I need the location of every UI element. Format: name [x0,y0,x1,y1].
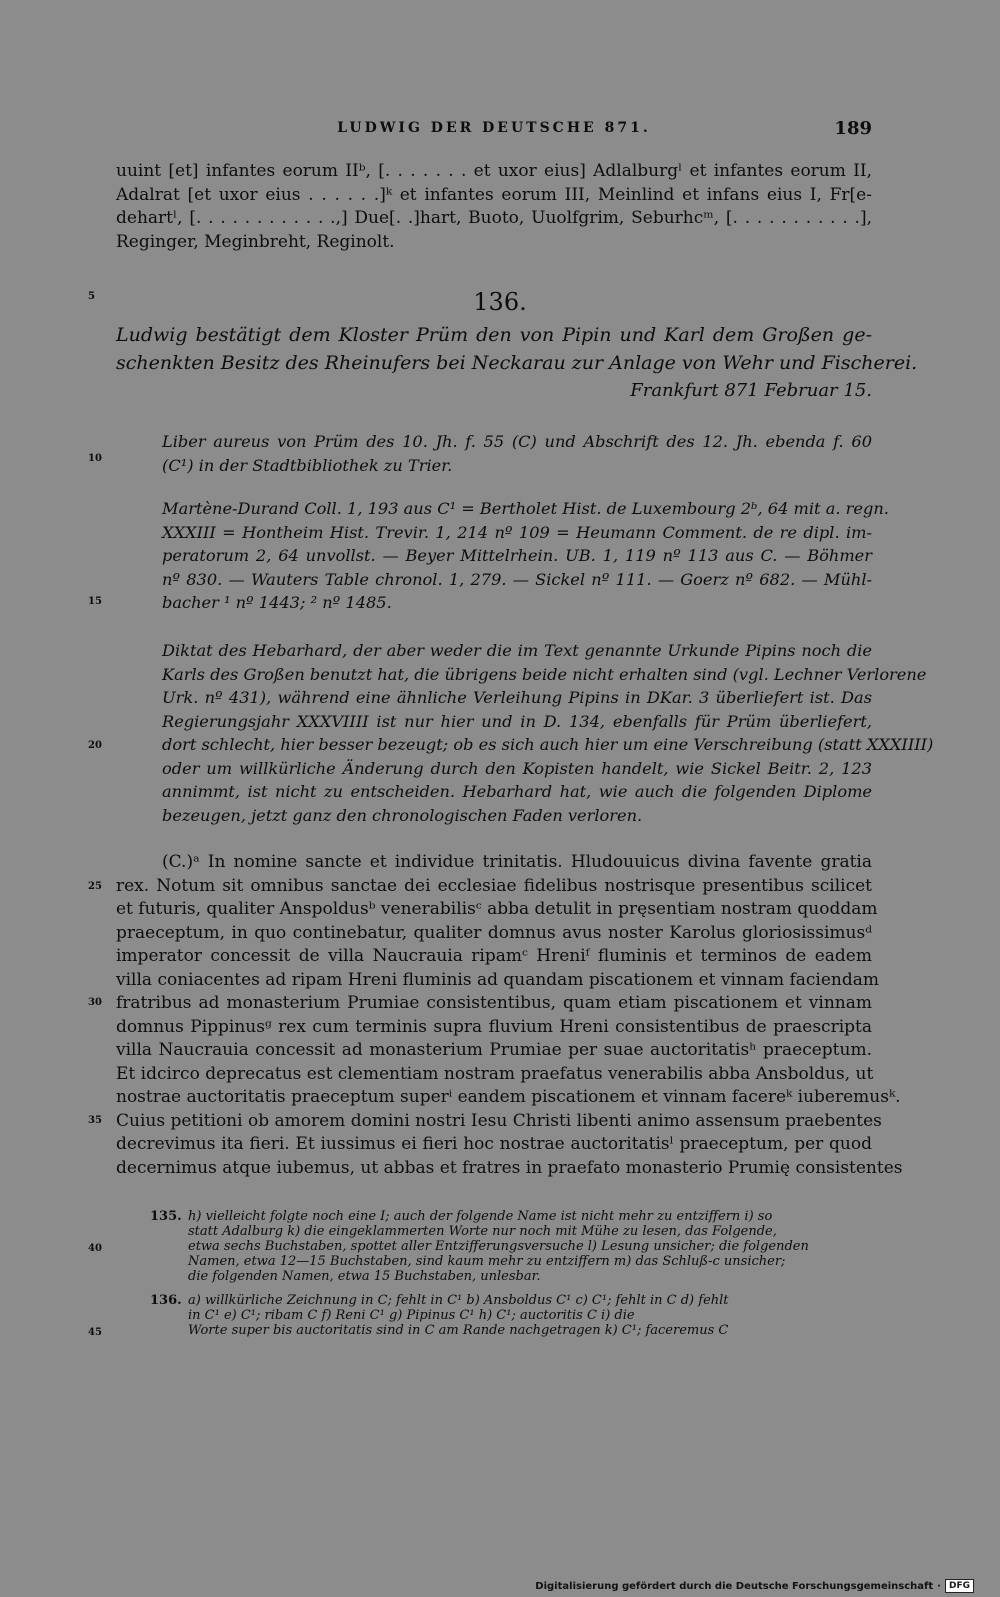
text-line: imperator concessit de villa Naucrauia ripamᶜ Hreniᶠ fluminis et terminos de eadem [116,946,872,966]
line-number: 25 [88,881,102,892]
footnote-text: in C¹ e) C¹; ribam C f) Reni C¹ g) Pipinus C¹ h) C¹; auctoritis C i) die [188,1308,635,1323]
text-line: uuint [et] infantes eorum IIᵇ, [. . . . . . . et uxor eius] Adlalburgˡ et infantes eorum II, [116,161,872,181]
regest [116,321,918,377]
footnote-line [150,1239,872,1254]
footnote-line [150,1269,872,1284]
footnote-text: Worte super bis auctoritatis sind in C am Rande nachgetragen k) C¹; faceremus C [188,1323,729,1338]
footnote-number: 135. [150,1209,182,1224]
footnote-line [150,1323,872,1338]
line-number: 20 [88,740,102,751]
footnote-line [150,1224,872,1239]
text-line: nostrae auctoritatis praeceptum superⁱ eandem piscationem et vinnam facereᵏ iuberemusᵏ. [116,1087,901,1107]
line-number: 40 [88,1243,102,1254]
text-line: fratribus ad monasterium Prumiae consistentibus, quam etiam piscationem et vinnam [116,993,872,1013]
text-line: nº 830. — Wauters Table chronol. 1, 279. — Sickel nº 111. — Goerz nº 682. — Mühl- [162,569,872,589]
charter-text [116,851,903,1180]
text-line: bacher ¹ nº 1443; ² nº 1485. [162,593,392,612]
line-number: 15 [88,596,102,607]
digitization-credit: Digitalisierung gefördert durch die Deutsche Forschungsgemeinschaft · DFG [535,1579,974,1593]
footnotes-135 [150,1209,872,1284]
line-number: 30 [88,997,102,1008]
continuation-text [116,160,872,254]
text-line: Martène-Durand Coll. 1, 193 aus C¹ = Bertholet Hist. de Luxembourg 2ᵇ, 64 mit a. regn. [162,499,889,518]
text-line: Cuius petitioni ob amorem domini nostri Iesu Christi libenti animo assensum praebentes [116,1110,882,1131]
dfg-logo-icon: DFG [945,1579,974,1593]
line-number: 35 [88,1115,102,1126]
text-line: (C¹) in der Stadtbibliothek zu Trier. [162,455,453,475]
text-line: dort schlecht, hier besser bezeugt; ob es sich auch hier um eine Verschreibung (statt XXXIIII) [162,735,934,754]
running-head: LUDWIG DER DEUTSCHE 871. [337,120,651,136]
document-number: 136. [473,288,527,316]
text-line: Urk. nº 431), während eine ähnliche Verleihung Pipins in DKar. 3 überliefert ist. Das [162,688,872,707]
editions [162,497,889,615]
footnote-text: die folgenden Namen, etwa 15 Buchstaben, unlesbar. [188,1269,541,1284]
text-line: bezeugen, jetzt ganz den chronologischen Faden verloren. [162,805,643,825]
footnote-text: h) vielleicht folgte noch eine I; auch der folgende Name ist nicht mehr zu entziffern i) so [188,1209,773,1224]
text-line: oder um willkürliche Änderung durch den Kopisten handelt, wie Sickel Beitr. 2, 123 [162,758,872,778]
page-number: 189 [834,118,872,139]
text-line: et futuris, qualiter Anspoldusᵇ venerabilisᶜ abba detulit in pręsentiam nostram quoddam [116,899,878,919]
footnote-text: etwa sechs Buchstaben, spottet aller Entzifferungsversuche l) Lesung unsicher; die folgenden [188,1239,809,1254]
text-line: villa coniacentes ad ripam Hreni fluminis ad quandam piscationem et vinnam faciendam [116,969,880,990]
text-line: villa Naucrauia concessit ad monasterium Prumiae per suae auctoritatisʰ praeceptum. [116,1040,872,1060]
footnote-line [150,1209,872,1224]
page-header [116,118,872,144]
footnote-text: statt Adalburg k) die eingeklammerten Worte nur noch mit Mühe zu lesen, das Folgende, [188,1224,777,1239]
credit-text: Digitalisierung gefördert durch die Deutsche Forschungsgemeinschaft [535,1580,934,1592]
commentary [162,639,934,827]
text-line: (C.)ᵃ In nomine sancte et individue trinitatis. Hludouuicus divina favente gratia [162,852,872,872]
line-number: 5 [88,291,95,302]
text-line: dehartˡ, [. . . . . . . . . . . .,] Due[. .]hart, Buoto, Uuolfgrim, Seburhcᵐ, [. . . . . . . . . . .], [116,208,872,228]
text-line: decrevimus ita fieri. Et iussimus ei fieri hoc nostrae auctoritatisˡ praeceptum, per quod [116,1134,872,1154]
footnotes-136 [150,1293,872,1338]
document-date: Frankfurt 871 Februar 15. [630,380,872,401]
text-line: XXXIII = Hontheim Hist. Trevir. 1, 214 nº 109 = Heumann Comment. de re dipl. im- [162,522,872,542]
regest-line: schenkten Besitz des Rheinufers bei Neckarau zur Anlage von Wehr und Fischerei. [116,352,918,374]
text-line: peratorum 2, 64 unvollst. — Beyer Mittelrhein. UB. 1, 119 nº 113 aus C. — Böhmer [162,546,872,565]
footnote-text: Namen, etwa 12—15 Buchstaben, sind kaum mehr zu entziffern m) das Schluß-c unsicher; [188,1254,786,1269]
text-line: rex. Notum sit omnibus sanctae dei ecclesiae fidelibus nostrisque presentibus scilicet [116,875,872,896]
text-line: Karls des Großen benutzt hat, die übrigens beide nicht erhalten sind (vgl. Lechner Verlorene [162,664,927,684]
line-number: 10 [88,453,102,464]
text-line: decernimus atque iubemus, ut abbas et fratres in praefato monasterio Prumię consistentes [116,1157,903,1178]
text-line: annimmt, ist nicht zu entscheiden. Hebarhard hat, wie auch die folgenden Diplome [162,782,872,801]
regest-line: Ludwig bestätigt dem Kloster Prüm den von Pipin und Karl dem Großen ge- [116,324,872,346]
text-line: Adalrat [et uxor eius . . . . . .]ᵏ et infantes eorum III, Meinlind et infans eius I, Fr[e- [116,184,872,205]
footnote-line [150,1308,872,1323]
text-line: Regierungsjahr XXXVIIII ist nur hier und in D. 134, ebenfalls für Prüm überliefert, [162,711,872,731]
footnote-number: 136. [150,1293,182,1308]
footnote-line [150,1293,872,1308]
line-number: 45 [88,1327,102,1338]
tradition [162,430,872,477]
footnote-line [150,1254,872,1269]
text-line: Liber aureus von Prüm des 10. Jh. f. 55 (C) und Abschrift des 12. Jh. ebenda f. 60 [162,432,872,451]
text-line: domnus Pippinusᵍ rex cum terminis supra fluvium Hreni consistentibus de praescripta [116,1016,872,1037]
text-line: Diktat des Hebarhard, der aber weder die im Text genannte Urkunde Pipins noch die [162,641,872,660]
footnote-text: a) willkürliche Zeichnung in C; fehlt in C¹ b) Ansboldus C¹ c) C¹; fehlt in C d) fehlt [188,1293,729,1308]
text-line: Reginger, Meginbreht, Reginolt. [116,231,395,252]
text-line: praeceptum, in quo continebatur, qualiter domnus avus noster Karolus gloriosissimusᵈ [116,922,872,943]
text-line: Et idcirco deprecatus est clementiam nostram praefatus venerabilis abba Ansboldus, ut [116,1063,874,1084]
